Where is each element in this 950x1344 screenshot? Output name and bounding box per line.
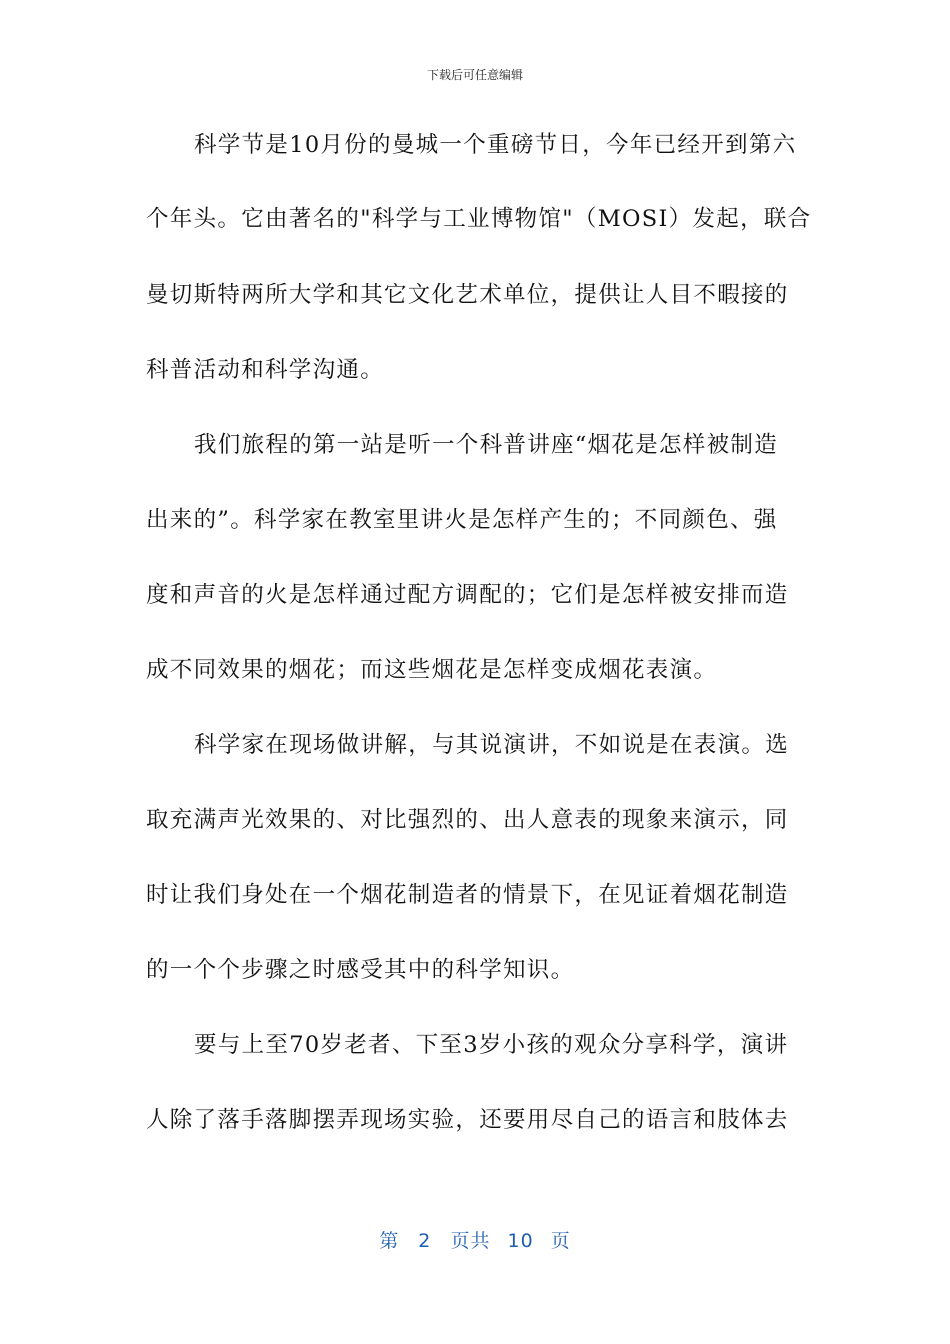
footer-suffix: 页 [550,1230,571,1252]
paragraph-line: 我们旅程的第一站是听一个科普讲座“烟花是怎样被制造 [194,432,779,458]
page-number: 2 [418,1230,432,1252]
total-pages: 10 [507,1230,534,1252]
page-footer [0,1226,950,1253]
paragraph-line: 要与上至70岁老者、下至3岁小孩的观众分享科学，演讲 [194,1032,789,1058]
paragraph-line: 个年头。它由著名的"科学与工业博物馆"（MOSI）发起，联合 [146,206,812,232]
paragraph-line: 出来的”。科学家在教室里讲火是怎样产生的；不同颜色、强 [146,507,778,533]
paragraph-line: 人除了落手落脚摆弄现场实验，还要用尽自己的语言和肢体去 [146,1107,789,1133]
footer-prefix: 第 [379,1230,400,1252]
paragraph-line: 科学节是10月份的曼城一个重磅节日，今年已经开到第六 [194,132,797,158]
paragraph-line: 的一个个步骤之时感受其中的科学知识。 [146,957,575,983]
paragraph-line: 成不同效果的烟花；而这些烟花是怎样变成烟花表演。 [146,657,718,683]
paragraph-line: 曼切斯特两所大学和其它文化艺术单位，提供让人目不暇接的 [146,282,789,308]
paragraph-line: 科学家在现场做讲解，与其说演讲，不如说是在表演。选 [194,732,790,758]
footer-mid: 页共 [450,1230,491,1252]
paragraph-line: 度和声音的火是怎样通过配方调配的；它们是怎样被安排而造 [146,582,789,608]
page-header: 下载后可任意编辑 [426,68,523,82]
paragraph-line: 取充满声光效果的、对比强烈的、出人意表的现象来演示，同 [146,807,789,833]
paragraph-line: 时让我们身处在一个烟花制造者的情景下，在见证着烟花制造 [146,882,789,908]
paragraph-line: 科普活动和科学沟通。 [146,357,385,383]
